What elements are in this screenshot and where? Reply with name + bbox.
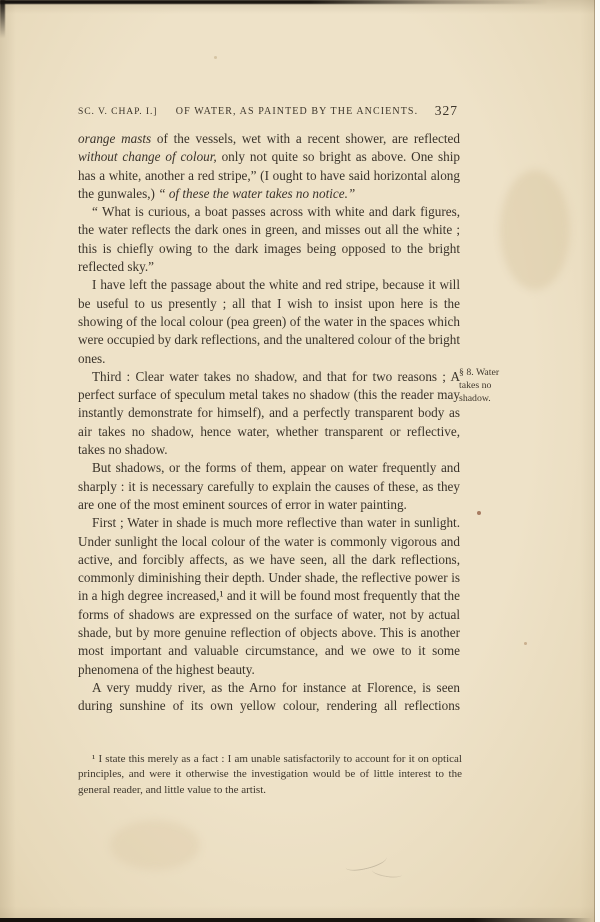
text-run: But shadows, or the forms of them, appear on water frequently and sharply : it is necessary carefully to explain the causes of these, as they are one of the most eminent sources of error in water painting. bbox=[78, 460, 460, 512]
scan-edge-corner-smudge bbox=[0, 0, 5, 38]
scan-edge-bottom bbox=[0, 918, 592, 922]
text-run: only not quite so bright as above. One ship has a white, another a red stripe,” (I ought to have said horizontal along the gunwales,) bbox=[78, 149, 460, 201]
stain-speck bbox=[524, 642, 527, 645]
pencil-mark bbox=[371, 866, 402, 880]
paragraph bbox=[78, 276, 460, 367]
paragraph bbox=[78, 679, 460, 716]
text-run: I have left the passage about the white and red stripe, because it will be useful to us presently ; all that I wish to insist upon here is the showing of the local colour (pea green) of the water in the spaces which were occupied by dark reflections, and the unaltered colour of the bright ones. bbox=[78, 277, 460, 366]
paragraph bbox=[78, 130, 460, 203]
paragraph bbox=[78, 459, 460, 514]
stain-speck bbox=[214, 56, 217, 59]
text-run: without change of colour, bbox=[78, 149, 217, 165]
footnote bbox=[78, 752, 462, 798]
text-run: of the vessels, wet with a recent shower, are reflected bbox=[151, 131, 461, 146]
text-run: First ; Water in shade is much more reflective than water in sunlight. Under sunlight the local colour of the water is commonly vigorous and active, and forcibly affects, as we have seen, all the dark reflections, commonly diminishing their depth. Under shade, the reflective power is in a high degree increased,¹ and it will be found most frequently that the forms of shadows are expressed on the surface of water, not by actual shade, but by more genuine reflection of objects above. This is another most important and valuable circumstance, and we owe to it some phenomena of the highest beauty. bbox=[78, 515, 460, 677]
paragraph bbox=[78, 203, 460, 276]
text-run: A very muddy river, as the Arno for instance at Florence, is seen during sunshine of its own yellow colour, rendering all reflections bbox=[78, 679, 460, 714]
paragraph bbox=[78, 514, 460, 679]
running-header-title: OF WATER, AS PAINTED BY THE ANCIENTS. bbox=[175, 106, 419, 117]
page-number: 327 bbox=[434, 103, 458, 118]
scan-edge-right-white bbox=[595, 0, 600, 922]
stain-speck bbox=[477, 511, 481, 515]
running-header-section: SC. V. CHAP. I.] bbox=[78, 106, 158, 117]
paragraph bbox=[78, 368, 460, 459]
running-header bbox=[78, 103, 460, 121]
body-text-block bbox=[78, 130, 460, 716]
paper-blotch bbox=[110, 820, 200, 870]
paper-blotch bbox=[500, 170, 570, 290]
text-run: “ of these the water takes no notice.” bbox=[158, 185, 356, 201]
text-run: orange masts bbox=[78, 131, 152, 146]
text-run: “ What is curious, a boat passes across with white and dark figures, the water reflects the dark ones in green, and misses out all the white ; this is chiefly owing to the dark images being opposed to the bright reflected sky.” bbox=[78, 204, 460, 275]
scan-edge-top bbox=[0, 0, 565, 4]
text-run: ¹ I state this merely as a fact : I am unable satisfactorily to account for it on optical principles, and were it otherwise the investigation would be of little interest to the general reader, and little value to the artist. bbox=[78, 753, 462, 796]
text-run: Third : Clear water takes no shadow, and that for two reasons ; A perfect surface of speculum metal takes no shadow (this the reader may instantly demonstrate for himself), and a perfectly transparent body as air takes no shadow, hence water, whether transparent or reflective, takes no shadow. bbox=[78, 368, 460, 458]
margin-note: § 8. Water takes no shadow. bbox=[459, 367, 500, 405]
